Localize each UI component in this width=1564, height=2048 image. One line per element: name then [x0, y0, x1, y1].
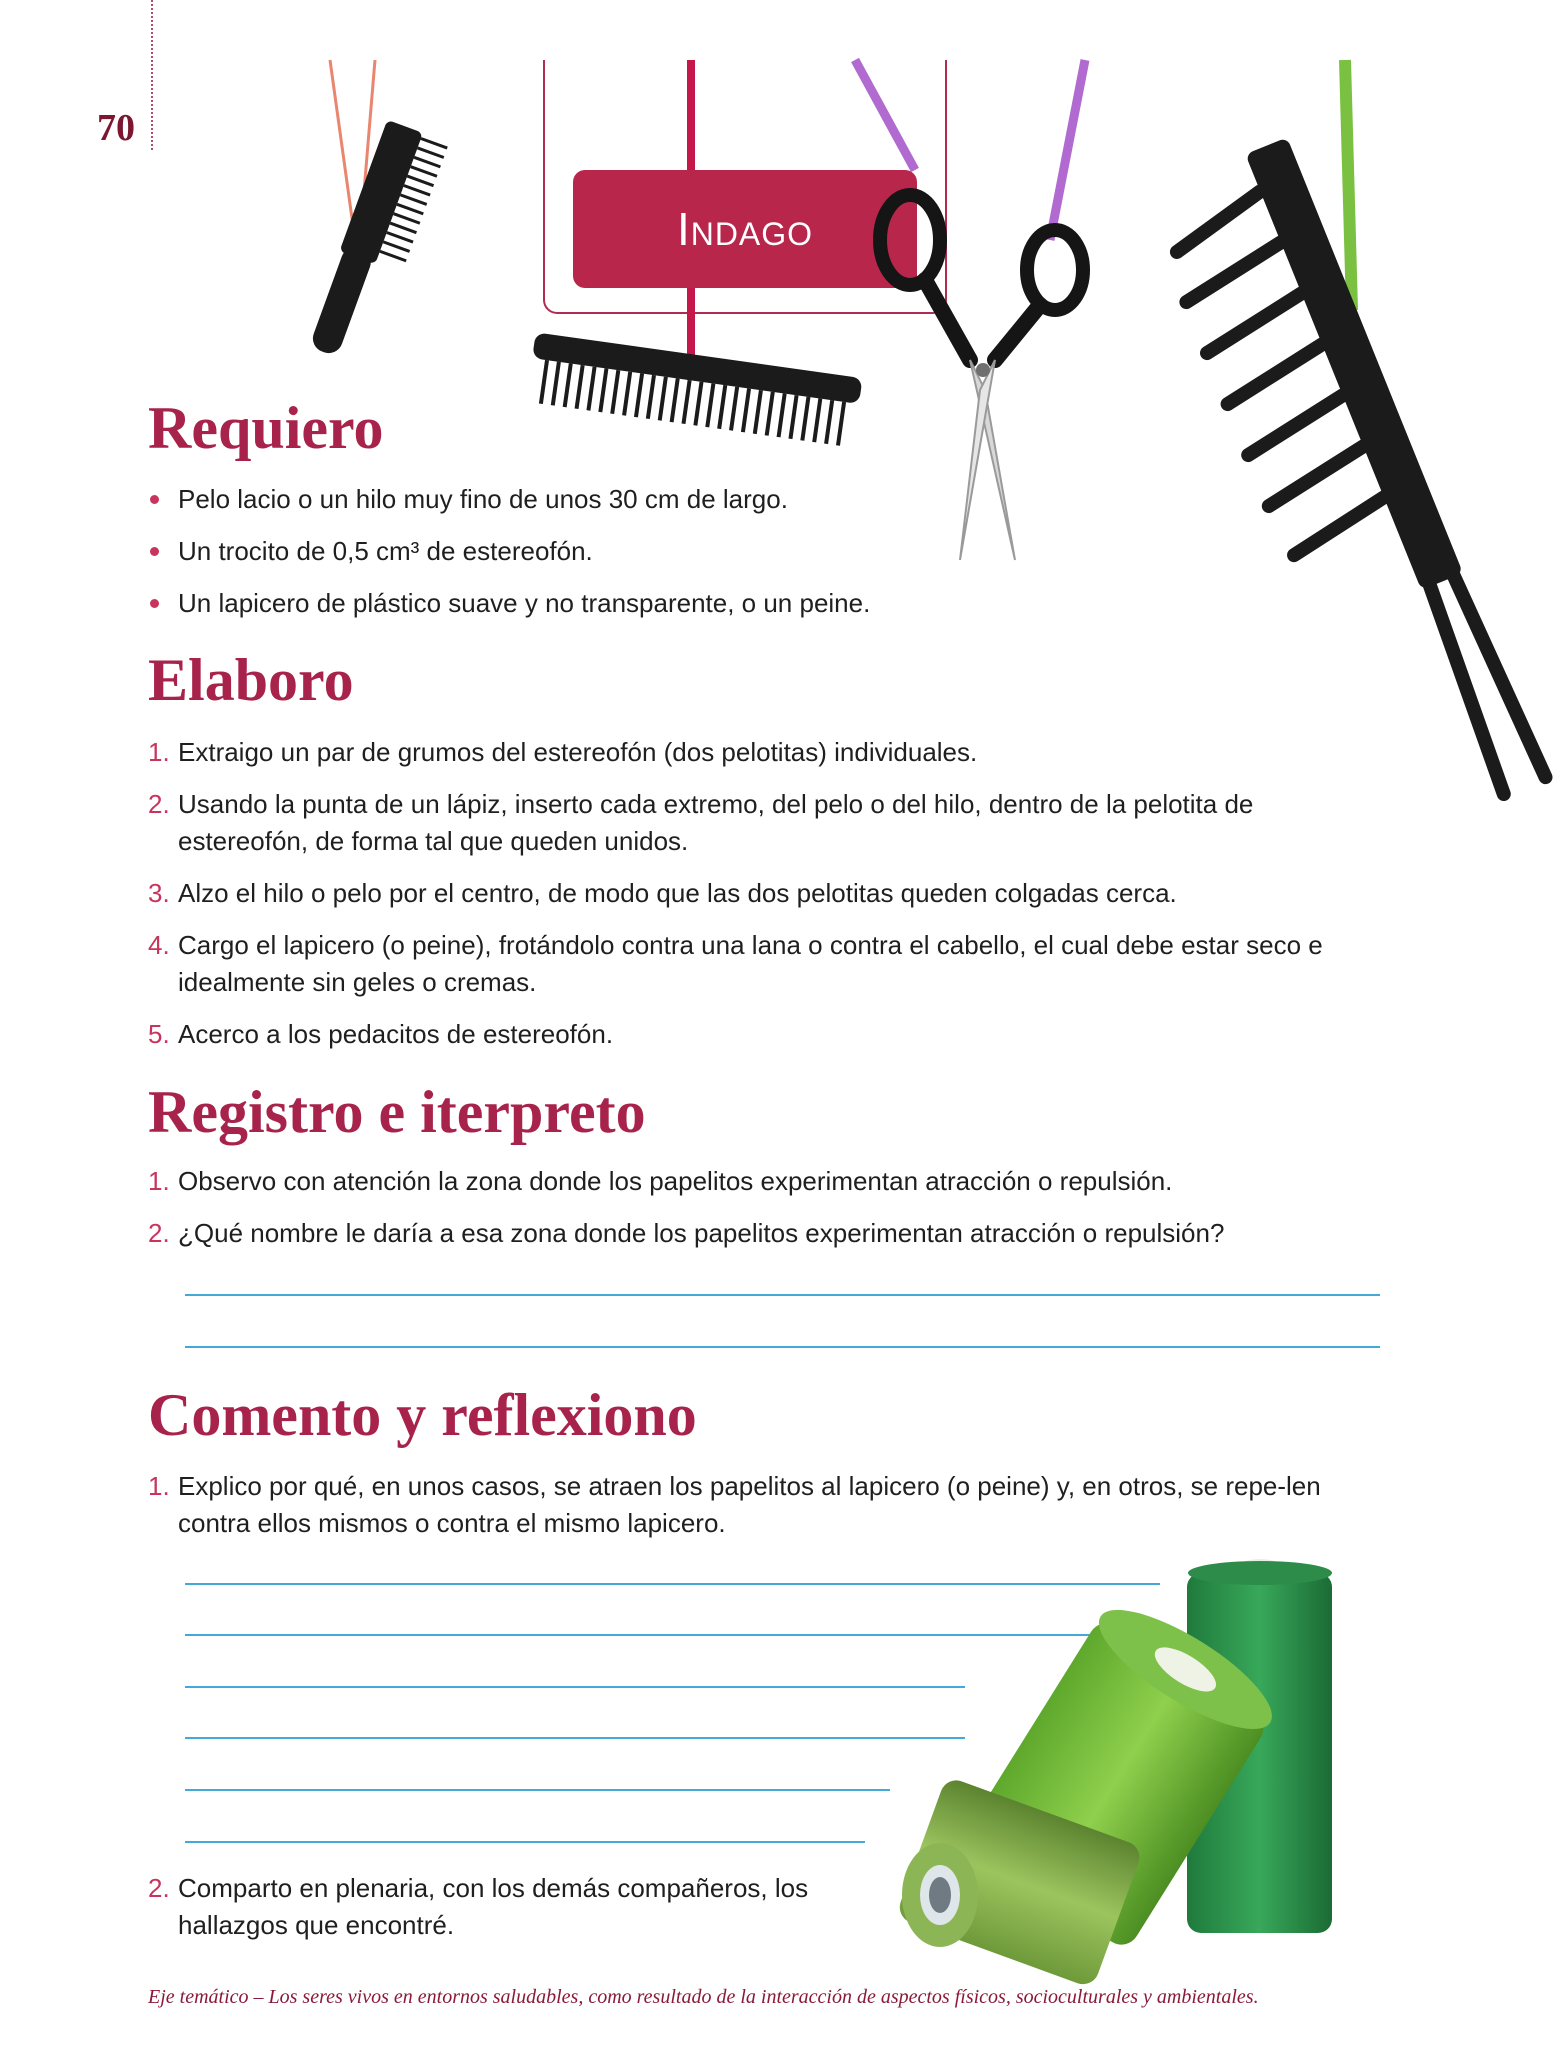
page-number: 70: [97, 107, 135, 149]
item-text: Usando la punta de un lápiz, inserto cada extremo, del pelo o del hilo, dentro de la pelotita de estereofón, de forma tal que queden unidos.: [178, 789, 1254, 856]
item-text: Acerco a los pedacitos de estereofón.: [178, 1019, 614, 1049]
comb-icon: [300, 60, 460, 380]
answer-line[interactable]: [185, 1841, 865, 1843]
list-item: [148, 1870, 848, 1944]
list-item: [148, 927, 1388, 1001]
list-item: [148, 1163, 1388, 1200]
fine-tooth-comb-icon: [525, 345, 865, 455]
answer-line[interactable]: [185, 1789, 890, 1791]
margin-marker: [151, 0, 153, 150]
list-item: [148, 875, 1388, 912]
item-number: 3.: [148, 878, 170, 908]
item-number: 1.: [148, 737, 170, 767]
item-text: Extraigo un par de grumos del estereofón (dos pelotitas) individuales.: [178, 737, 978, 767]
list-item: [148, 786, 1388, 860]
answer-line[interactable]: [185, 1737, 965, 1739]
comento-list: [148, 1468, 1388, 1557]
item-text: Comparto en plenaria, con los demás compañeros, los hallazgos que encontré.: [178, 1873, 809, 1940]
answer-line[interactable]: [185, 1346, 1380, 1348]
list-item: [148, 734, 1388, 771]
thread-spools-icon: [895, 1555, 1345, 1985]
heading-comento: Comento y reflexiono: [148, 1382, 697, 1448]
item-text: ¿Qué nombre le daría a esa zona donde los papelitos experimentan atracción o repulsión?: [178, 1218, 1225, 1248]
item-text: Observo con atención la zona donde los papelitos experimentan atracción o repulsión.: [178, 1166, 1173, 1196]
item-number: 2.: [148, 1873, 170, 1903]
item-number: 5.: [148, 1019, 170, 1049]
footer-axis: Eje temático – Los seres vivos en entornos saludables, como resultado de la interacción de aspectos físicos, socioculturales y ambientales.: [148, 1986, 1259, 2008]
item-text: Alzo el hilo o pelo por el centro, de modo que las dos pelotitas queden colgadas cerca.: [178, 878, 1177, 908]
requiero-list: [148, 481, 1008, 637]
registro-list: [148, 1163, 1388, 1267]
item-text: Cargo el lapicero (o peine), frotándolo contra una lana o contra el cabello, el cual debe estar seco e idealmente sin geles o cremas.: [178, 930, 1323, 997]
item-text: Explico por qué, en unos casos, se atraen los papelitos al lapicero (o peine) y, en otros, se repe-len contra ellos mismos o contra el mismo lapicero.: [178, 1471, 1321, 1538]
list-item: [148, 1016, 1388, 1053]
answer-line[interactable]: [185, 1294, 1380, 1296]
list-item: [148, 1215, 1388, 1252]
comento-list-2: [148, 1870, 848, 1959]
heading-requiero: Requiero: [148, 395, 384, 461]
item-number: 4.: [148, 930, 170, 960]
list-item: Un lapicero de plástico suave y no transparente, o un peine.: [148, 585, 1008, 622]
list-item: Pelo lacio o un hilo muy fino de unos 30 cm de largo.: [148, 481, 1008, 518]
item-number: 1.: [148, 1471, 170, 1501]
answer-line[interactable]: [185, 1686, 965, 1688]
elaboro-list: [148, 734, 1388, 1068]
banner-label: Indago: [676, 203, 814, 255]
heading-elaboro: Elaboro: [148, 647, 354, 713]
item-number: 1.: [148, 1166, 170, 1196]
wide-tooth-comb-icon: [1160, 60, 1540, 830]
heading-registro: Registro e iterpreto: [148, 1079, 646, 1145]
list-item: [148, 1468, 1388, 1542]
item-number: 2.: [148, 789, 170, 819]
item-number: 2.: [148, 1218, 170, 1248]
list-item: Un trocito de 0,5 cm³ de estereofón.: [148, 533, 1008, 570]
